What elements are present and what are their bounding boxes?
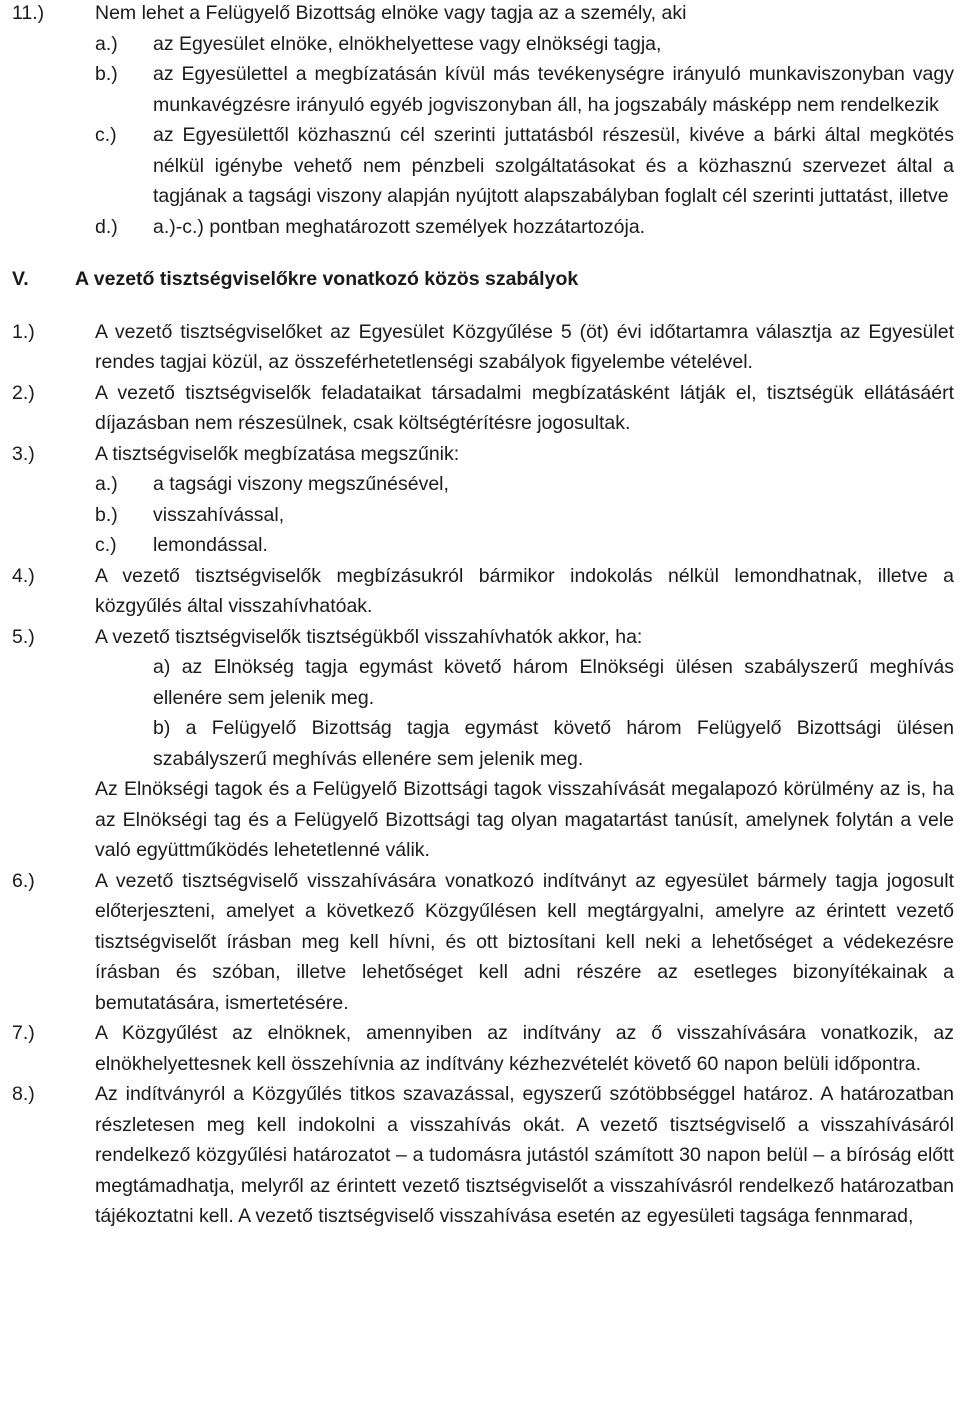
item-number: 4.): [12, 564, 35, 587]
item-text: A vezető tisztségviselők megbízásukról bármikor indokolás nélkül lemondhatnak, illetve a közgyűlés által visszahívhatóak.: [95, 564, 954, 617]
item-number: 1.): [12, 320, 35, 343]
item-5: [0, 622, 960, 653]
sub-label: d.): [95, 215, 118, 238]
item-2: [0, 378, 960, 439]
section-title: A vezető tisztségviselőkre vonatkozó közös szabályok: [75, 268, 579, 290]
item-11-sub-c: [0, 120, 960, 212]
item-text: A tisztségviselők megbízatása megszűnik:: [95, 442, 460, 465]
item-text: Nem lehet a Felügyelő Bizottság elnöke vagy tagja az a személy, aki: [95, 2, 687, 24]
item-8: [0, 1079, 960, 1232]
item-number: 7.): [12, 1022, 35, 1044]
item-6: [0, 866, 960, 1019]
item-text: A vezető tisztségviselők feladataikat társadalmi megbízatásként látják el, tisztségük ellátásáért díjazásban nem részesülnek, csak költségtérítésre jogosultak.: [95, 381, 954, 434]
section-heading: [0, 264, 960, 295]
item-3-sub-c: [0, 530, 960, 561]
item-text: A vezető tisztségviselő visszahívására vonatkozó indítványt az egyesület bármely tagja jogosult előterjeszteni, amelyet a következő Közgyűlésen kell megtárgyalni, amelyre az érintett vezető tisztségviselőt írásban meg kell hívni, és ott biztosítani kell neki a lehetőséget a védekezésre írásban és szóban, illetve lehetőséget kell adni részére az esetleges bizonyítékainak a bemutatására, ismertetésére.: [95, 869, 954, 1014]
item-number: 6.): [12, 869, 35, 892]
item-11: [0, 0, 960, 29]
sub-text: a tagsági viszony megszűnésével,: [153, 473, 449, 495]
sub-label: a.): [95, 473, 118, 495]
sub-label: b.): [95, 503, 118, 526]
item-number: 5.): [12, 625, 35, 648]
sub-text: az Egyesülettől közhasznú cél szerinti juttatásból részesül, kivéve a bárki által megkötés nélkül igénybe vehető nem pénzbeli szolgáltatásokat és a közhasznú szervezet által a tagjának a tagsági viszony alapján nyújtott alapszabályban foglalt cél szerinti juttatást, illetve: [153, 124, 954, 207]
sub-label: b.): [95, 63, 118, 85]
sub-label: c.): [95, 124, 117, 146]
item-number: 2.): [12, 381, 35, 404]
item-4: [0, 561, 960, 622]
item-number: 3.): [12, 442, 35, 465]
item-text: Az indítványról a Közgyűlés titkos szavazással, egyszerű szótöbbséggel határoz. A határozatban részletesen meg kell indokolni a visszahívás okát. A vezető tisztségviselő a visszahívásáról rendelkező közgyűlési határozatot – a tudomásra jutástól számított 30 napon belül – a bíróság előtt megtámadhatja, melyről az érintett vezető tisztségviselőt a visszahívásról rendelkező határozatban tájékoztatni kell. A vezető tisztségviselő visszahívása esetén az egyesületi tagsága fennmarad,: [95, 1083, 954, 1227]
item-text: A vezető tisztségviselők tisztségükből visszahívhatók akkor, ha:: [95, 625, 643, 648]
item-7: [0, 1018, 960, 1079]
item-text: A Közgyűlést az elnöknek, amennyiben az indítvány az ő visszahívására vonatkozik, az elnökhelyettesnek kell összehívnia az indítvány kézhezvételét követő 60 napon belüli időpontra.: [95, 1022, 954, 1075]
sub-text: a.)-c.) pontban meghatározott személyek hozzátartozója.: [153, 215, 646, 238]
item-5-sub-a: a) az Elnökség tagja egymást követő három Elnökségi ülésen szabályszerű meghívás ellenére sem jelenik meg.: [153, 656, 954, 709]
item-3: [0, 439, 960, 470]
sub-text: lemondással.: [153, 534, 268, 556]
sub-label: a.): [95, 32, 118, 55]
item-5-sub-b: b) a Felügyelő Bizottság tagja egymást követő három Felügyelő Bizottsági ülésen szabályszerű meghívás ellenére sem jelenik meg.: [153, 717, 954, 770]
item-number: 8.): [12, 1083, 35, 1105]
item-11-sub-b: [0, 59, 960, 120]
item-3-sub-a: [0, 469, 960, 500]
item-3-sub-b: [0, 500, 960, 531]
item-text: A vezető tisztségviselőket az Egyesület Közgyűlése 5 (öt) évi időtartamra választja az Egyesület rendes tagjai közül, az összeférhetetlenségi szabályok figyelembe vételével.: [95, 320, 954, 373]
sub-text: az Egyesület elnöke, elnökhelyettese vagy elnökségi tagja,: [153, 32, 662, 55]
item-number: 11.): [12, 2, 45, 24]
sub-text: visszahívással,: [153, 503, 285, 526]
sub-text: az Egyesülettel a megbízatásán kívül más tevékenységre irányuló munkaviszonyban vagy munkavégzésre irányuló egyéb jogviszonyban áll, ha jogszabály másképp nem rendelkezik: [153, 63, 954, 116]
item-1: [0, 317, 960, 378]
item-5-closing: Az Elnökségi tagok és a Felügyelő Bizottsági tagok visszahívását megalapozó körülmény az is, ha az Elnökségi tag és a Felügyelő Bizottsági tag olyan magatartást tanúsít, amelynek folytán a vele való együttműködés lehetetlenné válik.: [95, 778, 954, 861]
sub-label: c.): [95, 534, 117, 556]
section-number: V.: [12, 268, 29, 290]
item-11-sub-d: [0, 212, 960, 243]
item-11-sub-a: [0, 29, 960, 60]
